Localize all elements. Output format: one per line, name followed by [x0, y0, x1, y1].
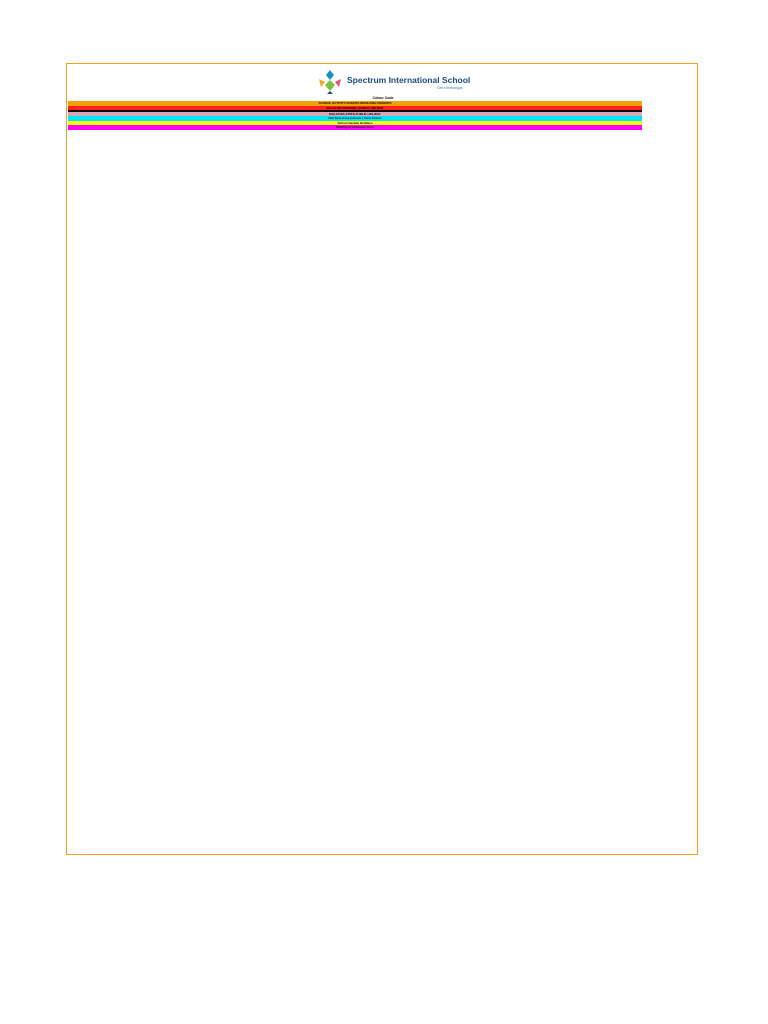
school-logo: [317, 69, 487, 97]
legend-item: SCHOOL ACTIVITY/ EVENTS INVOLVING PARENTS: [68, 101, 642, 106]
legend-item: Mid Term Assessments / Term Exams: [68, 116, 642, 121]
legend-item: MALAYSIA STATE PUBLIC HOLIDAY: [68, 112, 642, 117]
school-tagline: Seri Kembangan: [437, 86, 464, 90]
spectrum-logo-icon: [317, 69, 343, 95]
legend-item: Starting of Academic Term: [68, 125, 642, 130]
legend-item: School Gazette Holidays: [68, 121, 642, 126]
legend-item: MALAYSIA NATIONAL PUBLIC HOLIDAY: [68, 106, 642, 111]
school-name: Spectrum International School: [347, 75, 471, 85]
legend-title: Colour Code: [372, 96, 394, 100]
color-legend: [67, 96, 698, 130]
calendar-sheet: [66, 63, 698, 855]
